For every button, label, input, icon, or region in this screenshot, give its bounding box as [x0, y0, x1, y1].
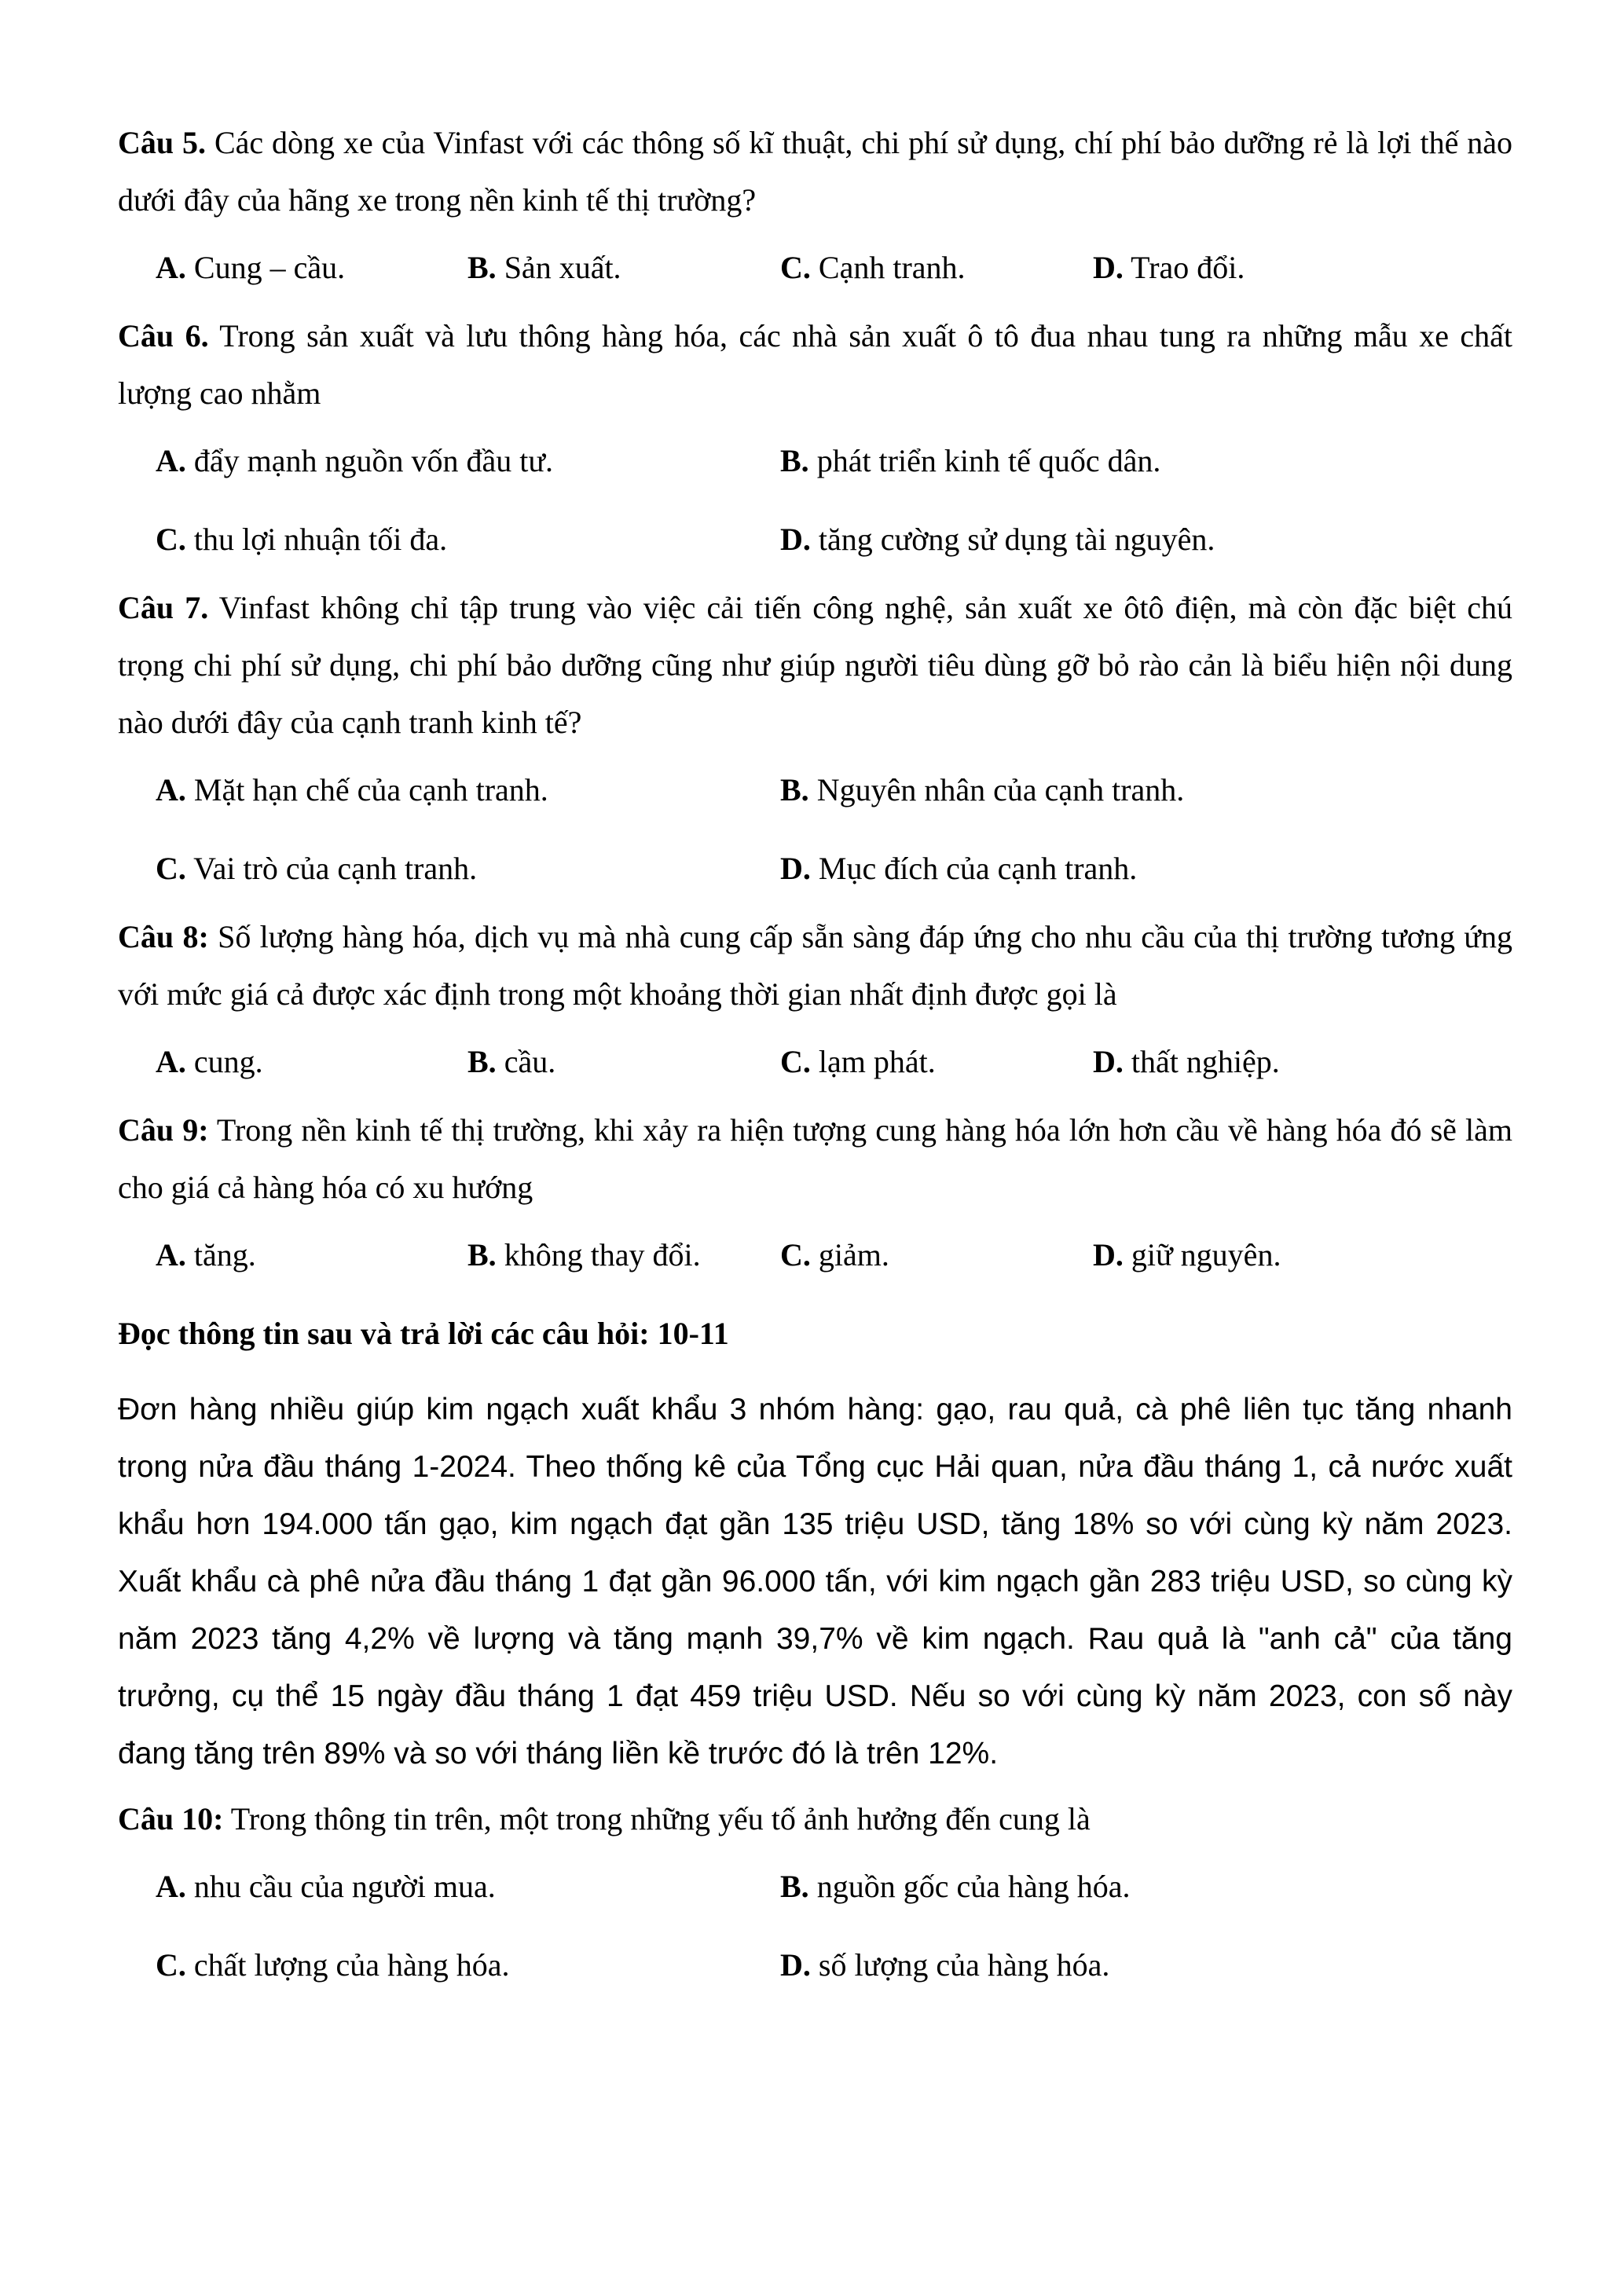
- option-letter: D.: [780, 1947, 811, 1983]
- reading-section: [118, 1294, 1512, 1790]
- question-8: [118, 908, 1512, 1101]
- question-text: Số lượng hàng hóa, dịch vụ mà nhà cung cấp sẵn sàng đáp ứng cho nhu cầu của thị trường tương ứng với mức giá cả được xác định trong một khoảng thời gian nhất định được gọi là: [118, 919, 1512, 1012]
- option-text: đẩy mạnh nguồn vốn đầu tư.: [185, 443, 554, 478]
- option-a: [156, 229, 345, 307]
- question-label: Câu 6.: [118, 318, 209, 353]
- question-text: Trong thông tin trên, một trong những yếu tố ảnh hưởng đến cung là: [223, 1801, 1091, 1836]
- question-10: [118, 1790, 1512, 2005]
- option-b: [780, 751, 1184, 829]
- option-letter: B.: [780, 1869, 809, 1904]
- option-d: [780, 829, 1137, 908]
- option-letter: A.: [156, 443, 186, 478]
- option-a: [156, 422, 553, 500]
- option-text: giữ nguyên.: [1123, 1237, 1281, 1273]
- question-stem: [118, 114, 1512, 229]
- question-stem: [118, 1101, 1512, 1216]
- option-c: [780, 1023, 936, 1101]
- question-text: Trong sản xuất và lưu thông hàng hóa, các nhà sản xuất ô tô đua nhau tung ra những mẫu xe chất lượng cao nhằm: [118, 318, 1512, 411]
- option-d: [1093, 1023, 1280, 1101]
- option-a: [156, 1847, 496, 1926]
- answer-options-row-1: [118, 751, 1512, 829]
- question-stem: [118, 579, 1512, 751]
- option-text: Mặt hạn chế của cạnh tranh.: [185, 772, 548, 807]
- option-letter: B.: [780, 443, 809, 478]
- option-letter: A.: [156, 1869, 186, 1904]
- question-text: Vinfast không chỉ tập trung vào việc cải tiến công nghệ, sản xuất xe ôtô điện, mà còn đặc biệt chú trọng chi phí sử dụng, chi phí bảo dưỡng cũng như giúp người tiêu dùng gỡ bỏ rào cản là biểu hiện nội dung nào dưới đây của cạnh tranh kinh tế?: [118, 590, 1512, 740]
- question-stem: [118, 1790, 1512, 1847]
- question-5: [118, 114, 1512, 307]
- answer-options-row-1: [118, 1847, 1512, 1926]
- question-label: Câu 9:: [118, 1112, 209, 1148]
- option-text: nguồn gốc của hàng hóa.: [808, 1869, 1131, 1904]
- option-letter: C.: [156, 851, 186, 886]
- option-text: giảm.: [810, 1237, 889, 1273]
- question-stem: [118, 307, 1512, 422]
- answer-options-row-1: [118, 422, 1512, 500]
- option-c: [156, 500, 447, 579]
- option-text: tăng.: [185, 1237, 256, 1273]
- answer-options: [118, 229, 1512, 307]
- option-text: lạm phát.: [810, 1044, 936, 1079]
- option-letter: B.: [467, 250, 497, 285]
- option-letter: D.: [1093, 1237, 1124, 1273]
- reading-heading: Đọc thông tin sau và trả lời các câu hỏi: 10-11: [118, 1316, 729, 1351]
- option-d: [780, 500, 1215, 579]
- option-text: Cạnh tranh.: [810, 250, 966, 285]
- option-letter: C.: [156, 1947, 186, 1983]
- question-text: Các dòng xe của Vinfast với các thông số kĩ thuật, chi phí sử dụng, chí phí bảo dưỡng rẻ là lợi thế nào dưới đây của hãng xe trong nền kinh tế thị trường?: [118, 125, 1512, 218]
- option-d: [780, 1926, 1109, 2005]
- option-letter: B.: [467, 1237, 497, 1273]
- option-a: [156, 1216, 256, 1294]
- question-9: [118, 1101, 1512, 1294]
- question-text: Trong nền kinh tế thị trường, khi xảy ra hiện tượng cung hàng hóa lớn hơn cầu về hàng hóa đó sẽ làm cho giá cả hàng hóa có xu hướng: [118, 1112, 1512, 1205]
- option-text: cầu.: [496, 1044, 556, 1079]
- option-letter: B.: [467, 1044, 497, 1079]
- option-a: [156, 1023, 263, 1101]
- option-b: [467, 1023, 555, 1101]
- option-letter: D.: [1093, 1044, 1124, 1079]
- option-letter: D.: [1093, 250, 1124, 285]
- option-d: [1093, 229, 1245, 307]
- option-a: [156, 751, 548, 829]
- option-b: [780, 1847, 1130, 1926]
- option-letter: C.: [780, 250, 811, 285]
- option-d: [1093, 1216, 1281, 1294]
- question-label: Câu 8:: [118, 919, 209, 954]
- answer-options-row-2: [118, 1926, 1512, 2005]
- option-text: phát triển kinh tế quốc dân.: [808, 443, 1161, 478]
- answer-options-row-2: [118, 500, 1512, 579]
- option-b: [467, 1216, 701, 1294]
- option-c: [780, 229, 966, 307]
- option-c: [156, 1926, 509, 2005]
- option-text: Sản xuất.: [496, 250, 621, 285]
- option-b: [780, 422, 1160, 500]
- option-letter: A.: [156, 250, 186, 285]
- option-c: [780, 1216, 889, 1294]
- option-text: tăng cường sử dụng tài nguyên.: [810, 522, 1215, 557]
- question-6: [118, 307, 1512, 579]
- option-letter: A.: [156, 1237, 186, 1273]
- option-letter: D.: [780, 522, 811, 557]
- option-letter: A.: [156, 772, 186, 807]
- option-text: Nguyên nhân của cạnh tranh.: [808, 772, 1185, 807]
- option-letter: C.: [780, 1237, 811, 1273]
- option-text: Vai trò của cạnh tranh.: [185, 851, 478, 886]
- option-text: Cung – cầu.: [185, 250, 346, 285]
- option-text: cung.: [185, 1044, 263, 1079]
- answer-options-row-2: [118, 829, 1512, 908]
- option-text: chất lượng của hàng hóa.: [185, 1947, 510, 1983]
- question-label: Câu 5.: [118, 125, 207, 160]
- exam-page: [118, 114, 1512, 2005]
- option-letter: C.: [156, 522, 186, 557]
- option-text: thất nghiệp.: [1123, 1044, 1280, 1079]
- option-letter: A.: [156, 1044, 186, 1079]
- option-text: Mục đích của cạnh tranh.: [810, 851, 1138, 886]
- option-letter: B.: [780, 772, 809, 807]
- option-text: nhu cầu của người mua.: [185, 1869, 496, 1904]
- option-letter: D.: [780, 851, 811, 886]
- question-label: Câu 7.: [118, 590, 209, 625]
- answer-options: [118, 1216, 1512, 1294]
- answer-options: [118, 1023, 1512, 1101]
- question-7: [118, 579, 1512, 908]
- option-text: số lượng của hàng hóa.: [810, 1947, 1110, 1983]
- option-letter: C.: [780, 1044, 811, 1079]
- question-label: Câu 10:: [118, 1801, 224, 1836]
- option-text: Trao đổi.: [1123, 250, 1245, 285]
- option-b: [467, 229, 621, 307]
- option-c: [156, 829, 477, 908]
- question-stem: [118, 908, 1512, 1023]
- option-text: không thay đổi.: [496, 1237, 701, 1273]
- reading-passage: Đơn hàng nhiều giúp kim ngạch xuất khẩu 3 nhóm hàng: gạo, rau quả, cà phê liên tục tăng nhanh trong nửa đầu tháng 1-2024. Theo thống kê của Tổng cục Hải quan, nửa đầu tháng 1, cả nước xuất khẩu hơn 194.000 tấn gạo, kim ngạch đạt gần 135 triệu USD, tăng 18% so với cùng kỳ năm 2023. Xuất khẩu cà phê nửa đầu tháng 1 đạt gần 96.000 tấn, với kim ngạch gần 283 triệu USD, so cùng kỳ năm 2023 tăng 4,2% về lượng và tăng mạnh 39,7% về kim ngạch. Rau quả là "anh cả" của tăng trưởng, cụ thể 15 ngày đầu tháng 1 đạt 459 triệu USD. Nếu so với cùng kỳ năm 2023, con số này đang tăng trên 89% và so với tháng liền kề trước đó là trên 12%.: [118, 1393, 1512, 1771]
- option-text: thu lợi nhuận tối đa.: [185, 522, 448, 557]
